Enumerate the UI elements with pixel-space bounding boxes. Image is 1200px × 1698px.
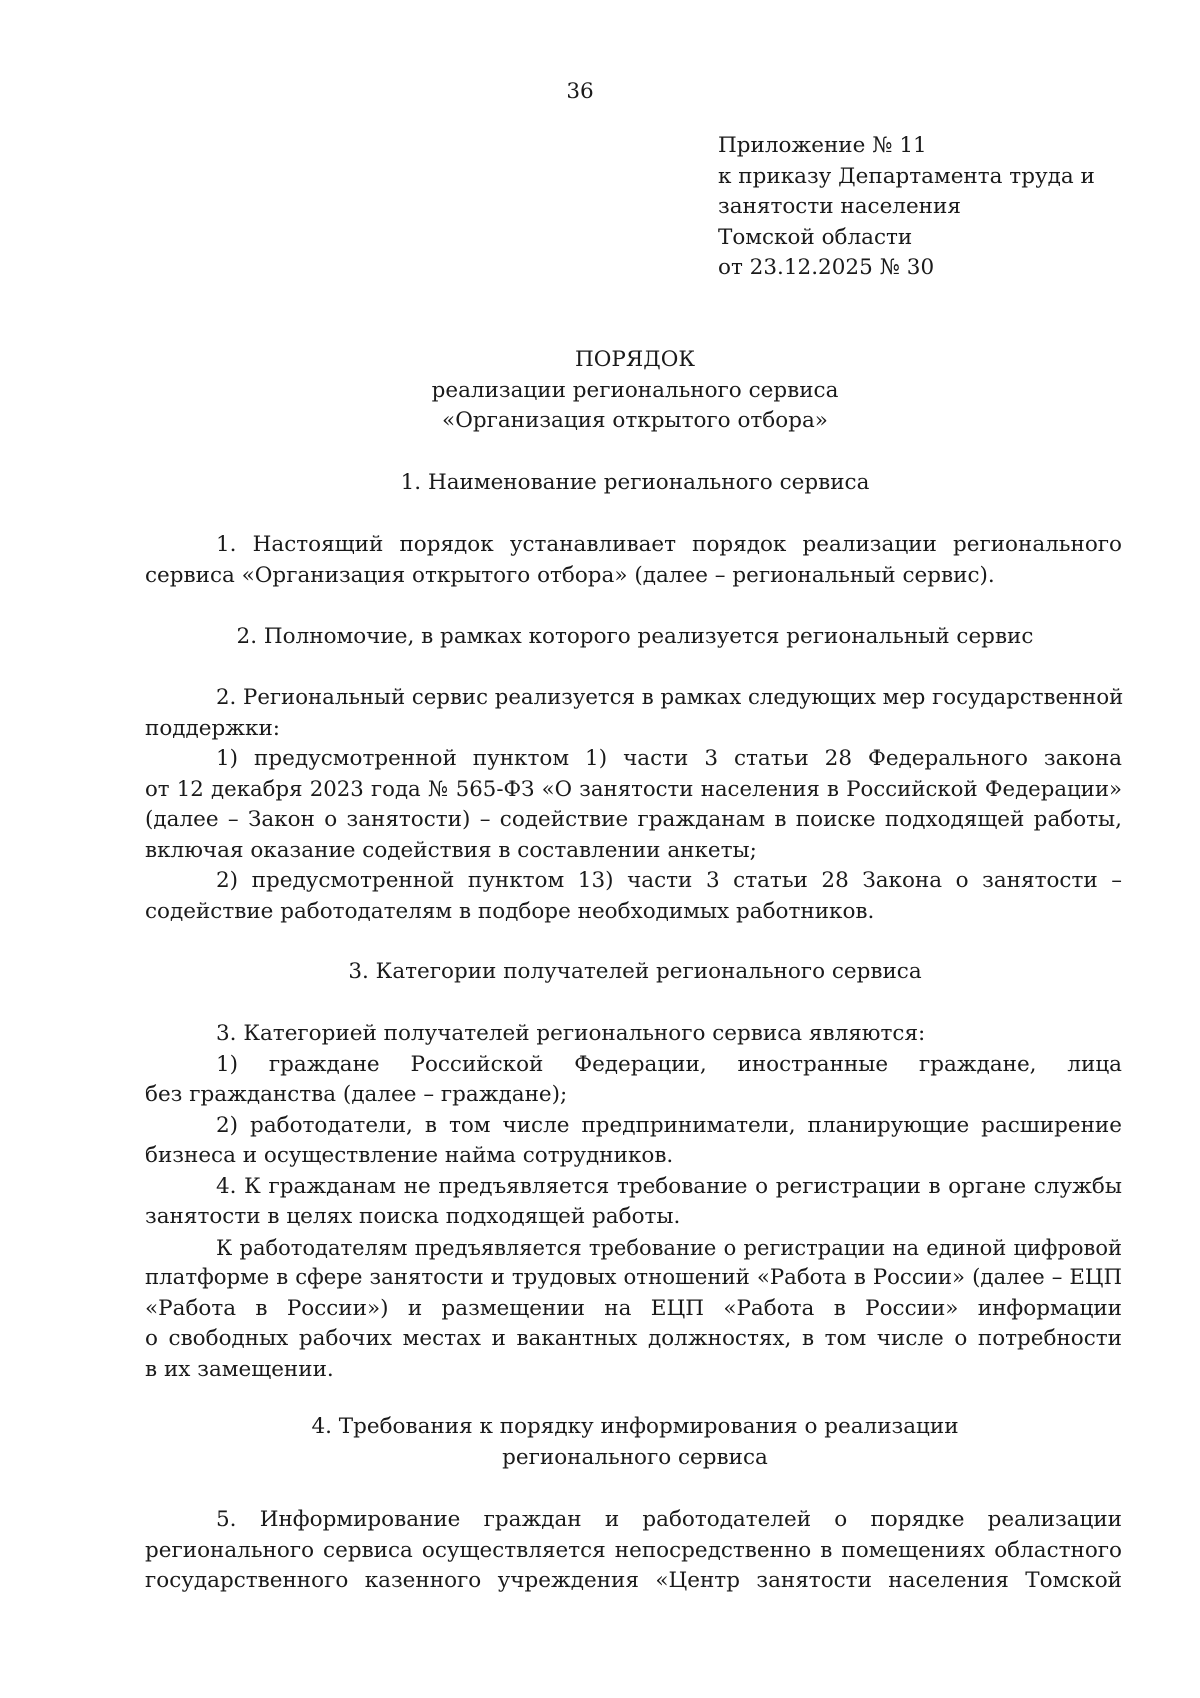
appendix-line: от 23.12.2025 № 30 [718, 255, 935, 280]
text-line: регионального сервиса осуществляется непосредственно в помещениях областного [145, 1537, 1122, 1563]
page-number: 36 [566, 79, 594, 104]
text-line: 1. Настоящий порядок устанавливает порядок реализации регионального [216, 532, 1122, 557]
appendix-line: занятости населения [718, 194, 961, 219]
text-line: от 12 декабря 2023 года № 565-ФЗ «О занятости населения в Российской Федерации» [145, 776, 1122, 802]
paragraph-1 [145, 530, 1122, 591]
text-line: К работодателям предъявляется требование о регистрации на единой цифровой [216, 1235, 1122, 1260]
section-heading-4 [0, 1412, 1200, 1473]
section-heading-2: 2. Полномочие, в рамках которого реализуется региональный сервис [236, 624, 1034, 649]
text-line: 1) предусмотренной пунктом 1) части 3 статьи 28 Федерального закона [216, 746, 1122, 771]
title-line: «Организация открытого отбора» [442, 408, 828, 433]
section-heading-1: 1. Наименование регионального сервиса [400, 470, 870, 495]
text-line: (далее – Закон о занятости) – содействие гражданам в поиске подходящей работы, [145, 807, 1122, 832]
appendix-line: Томской области [718, 224, 913, 250]
text-line: «Работа в России») и размещении на ЕЦП «Работа в России» информации [145, 1295, 1122, 1321]
text-line: платформе в сфере занятости и трудовых отношений «Работа в России» (далее – ЕЦП [145, 1265, 1122, 1290]
heading-line: 4. Требования к порядку информирования о реализации [311, 1414, 959, 1439]
text-line: поддержки: [145, 715, 281, 741]
title-line: реализации регионального сервиса [431, 377, 839, 403]
appendix-line: Приложение № 11 [718, 133, 927, 158]
text-line: о свободных рабочих местах и вакантных должностях, в том числе о потребности [145, 1326, 1122, 1351]
document-title [0, 345, 1200, 437]
text-line: без гражданства (далее – граждане); [145, 1082, 568, 1107]
paragraph-3 [145, 1019, 1122, 1385]
text-line: в их замещении. [145, 1356, 334, 1382]
text-line: включая оказание содействия в составлении анкеты; [145, 837, 757, 863]
appendix-reference [718, 131, 1095, 284]
title-main: ПОРЯДОК [575, 347, 695, 372]
text-line: 4. К гражданам не предъявляется требование о регистрации в органе службы [216, 1173, 1122, 1199]
text-line: занятости в целях поиска подходящей работы. [145, 1204, 681, 1229]
text-line: 2. Региональный сервис реализуется в рамках следующих мер государственной [216, 685, 1124, 710]
paragraph-5 [145, 1505, 1122, 1597]
text-line: бизнеса и осуществление найма сотрудников. [145, 1143, 674, 1168]
text-line: 5. Информирование граждан и работодателей о порядке реализации [216, 1507, 1122, 1532]
text-line: 1) граждане Российской Федерации, иностранные граждане, лица [216, 1051, 1122, 1077]
paragraph-2 [145, 683, 1122, 927]
section-heading-3: 3. Категории получателей регионального сервиса [348, 959, 922, 984]
text-line: 2) работодатели, в том числе предприниматели, планирующие расширение [216, 1112, 1122, 1138]
text-line: 3. Категорией получателей регионального сервиса являются: [216, 1021, 926, 1046]
text-line: 2) предусмотренной пунктом 13) части 3 статьи 28 Закона о занятости – [216, 868, 1122, 893]
text-line: содействие работодателям в подборе необходимых работников. [145, 898, 875, 924]
text-line: сервиса «Организация открытого отбора» (далее – региональный сервис). [145, 562, 995, 588]
appendix-line: к приказу Департамента труда и [718, 163, 1095, 189]
text-line: государственного казенного учреждения «Центр занятости населения Томской [145, 1568, 1122, 1593]
heading-line: регионального сервиса [502, 1444, 768, 1470]
